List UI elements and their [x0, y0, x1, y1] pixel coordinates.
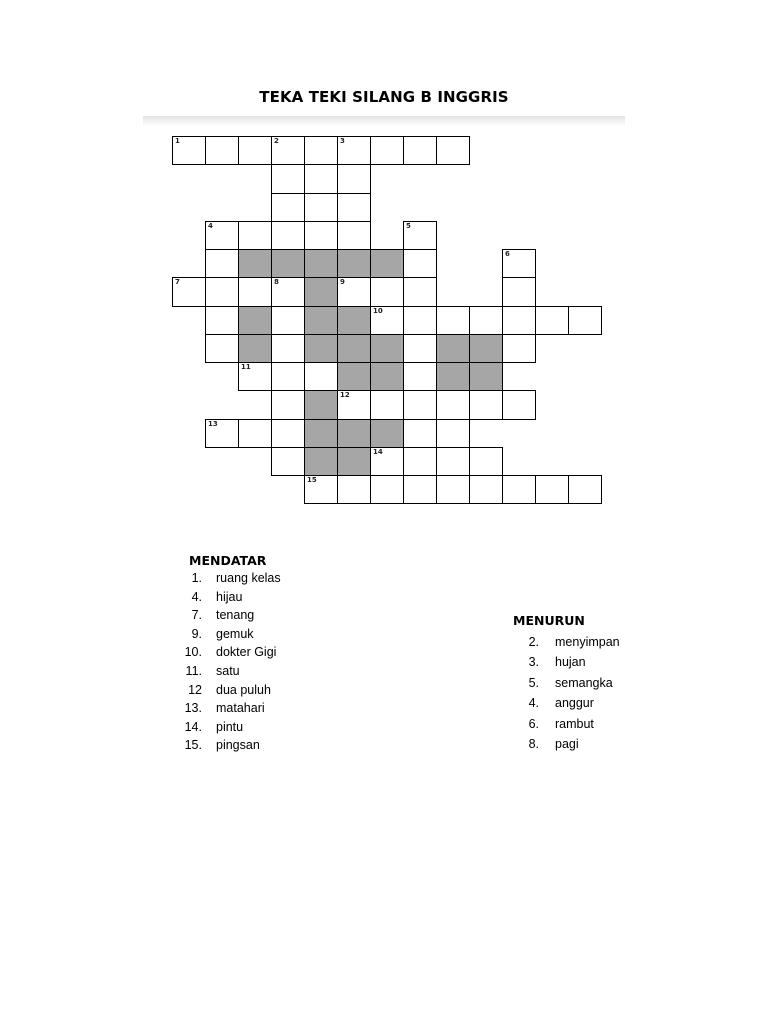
clue-number: 7.: [191, 608, 202, 623]
clue-item: [178, 662, 378, 681]
shaded-block: [370, 362, 404, 391]
crossword-cell[interactable]: [370, 277, 404, 306]
crossword-cell[interactable]: [337, 390, 371, 419]
shaded-block: [370, 419, 404, 448]
shaded-block: [238, 334, 272, 363]
clue-text: rambut: [555, 716, 594, 731]
crossword-cell[interactable]: [304, 475, 338, 504]
crossword-cell[interactable]: [436, 306, 470, 335]
crossword-cell[interactable]: [403, 277, 437, 306]
clue-number-label: 3: [340, 137, 345, 145]
clue-item: [178, 736, 378, 755]
crossword-cell[interactable]: [271, 164, 305, 193]
crossword-cell[interactable]: [403, 447, 437, 476]
crossword-cell[interactable]: [271, 136, 305, 165]
clue-number-label: 10: [373, 306, 383, 315]
crossword-cell[interactable]: [502, 306, 536, 335]
clue-item: [517, 714, 717, 734]
crossword-cell[interactable]: [337, 164, 371, 193]
clue-number-label: 11: [241, 363, 251, 371]
crossword-cell[interactable]: [469, 306, 503, 335]
crossword-cell[interactable]: [403, 475, 437, 504]
crossword-cell[interactable]: [370, 390, 404, 419]
clue-number: 1.: [191, 571, 202, 585]
clue-text: pagi: [555, 736, 579, 751]
mendatar-clue-list: [178, 569, 378, 755]
crossword-cell[interactable]: [403, 419, 437, 448]
crossword-cell[interactable]: [370, 475, 404, 504]
menurun-clue-list: [517, 632, 717, 754]
crossword-cell[interactable]: [271, 221, 305, 250]
clue-text: dua puluh: [216, 682, 271, 697]
clue-number: 5.: [528, 675, 539, 690]
crossword-cell[interactable]: [205, 277, 239, 306]
clue-text: pingsan: [216, 738, 260, 753]
crossword-cell[interactable]: [370, 136, 404, 165]
crossword-cell[interactable]: [403, 390, 437, 419]
clue-number: 6.: [528, 716, 539, 731]
crossword-cell[interactable]: [403, 306, 437, 335]
crossword-cell[interactable]: [205, 221, 239, 250]
clue-number-label: 7: [175, 278, 180, 287]
crossword-cell[interactable]: [337, 136, 371, 165]
clue-number-label: 4: [208, 221, 213, 230]
crossword-cell[interactable]: [403, 334, 437, 363]
clue-number-label: 13: [208, 419, 218, 428]
crossword-cell[interactable]: [238, 419, 272, 448]
clue-number-label: 8: [274, 278, 279, 287]
shaded-block: [370, 334, 404, 363]
shaded-block: [337, 306, 371, 335]
clue-number: 8.: [528, 736, 539, 751]
shaded-block: [304, 390, 338, 419]
clue-item: [178, 643, 378, 662]
crossword-cell[interactable]: [304, 164, 338, 193]
crossword-cell[interactable]: [271, 447, 305, 476]
page-title: TEKA TEKI SILANG B INGGRIS: [259, 88, 509, 106]
clue-text: dokter Gigi: [216, 645, 277, 660]
clue-number: 9.: [191, 626, 202, 641]
crossword-cell[interactable]: [469, 390, 503, 419]
clue-text: ruang kelas: [216, 571, 281, 585]
crossword-cell[interactable]: [436, 136, 470, 165]
clue-item: [178, 569, 378, 588]
crossword-cell[interactable]: [304, 193, 338, 222]
crossword-cell[interactable]: [436, 390, 470, 419]
clue-number-label: 5: [406, 221, 411, 230]
clue-item: [517, 673, 717, 693]
crossword-cell[interactable]: [205, 419, 239, 448]
shaded-block: [304, 306, 338, 335]
crossword-cell[interactable]: [502, 334, 536, 363]
shaded-block: [238, 306, 272, 335]
clue-number: 12: [188, 682, 202, 697]
shaded-block: [436, 362, 470, 391]
crossword-cell[interactable]: [205, 334, 239, 363]
shaded-block: [436, 334, 470, 363]
crossword-cell[interactable]: [271, 334, 305, 363]
clue-text: pintu: [216, 719, 244, 734]
crossword-cell[interactable]: [238, 136, 272, 165]
crossword-cell[interactable]: [502, 475, 536, 504]
crossword-cell[interactable]: [370, 447, 404, 476]
shaded-block: [337, 362, 371, 391]
crossword-cell[interactable]: [271, 362, 305, 391]
clue-number: 11.: [185, 663, 202, 678]
crossword-cell[interactable]: [271, 277, 305, 306]
crossword-cell[interactable]: [337, 475, 371, 504]
clue-number-label: 6: [505, 250, 510, 258]
crossword-cell[interactable]: [304, 221, 338, 250]
crossword-cell[interactable]: [271, 193, 305, 222]
clue-number: 15.: [184, 738, 202, 753]
crossword-cell[interactable]: [271, 390, 305, 419]
clue-item: [517, 632, 717, 652]
crossword-cell[interactable]: [568, 306, 602, 335]
crossword-cell[interactable]: [436, 447, 470, 476]
crossword-cell[interactable]: [238, 362, 272, 391]
crossword-cell[interactable]: [172, 136, 206, 165]
clue-item: [178, 606, 378, 625]
clue-number-label: 9: [340, 278, 345, 287]
clue-item: [178, 588, 378, 607]
clue-item: [178, 718, 378, 737]
shaded-block: [304, 334, 338, 363]
clue-item: [178, 681, 378, 700]
shaded-block: [304, 447, 338, 476]
menurun-heading: MENURUN: [513, 613, 585, 628]
crossword-cell[interactable]: [502, 390, 536, 419]
clue-number: 4.: [528, 696, 539, 711]
crossword-cell[interactable]: [535, 306, 569, 335]
crossword-cell[interactable]: [337, 277, 371, 306]
crossword-cell[interactable]: [535, 475, 569, 504]
crossword-cell[interactable]: [568, 475, 602, 504]
shaded-block: [370, 249, 404, 278]
crossword-cell[interactable]: [337, 221, 371, 250]
clue-text: anggur: [555, 696, 594, 711]
crossword-cell[interactable]: [403, 249, 437, 278]
crossword-cell[interactable]: [205, 136, 239, 165]
crossword-cell[interactable]: [469, 475, 503, 504]
shaded-block: [304, 277, 338, 306]
crossword-cell[interactable]: [403, 362, 437, 391]
clue-text: tenang: [216, 608, 255, 623]
crossword-cell[interactable]: [271, 419, 305, 448]
clue-text: satu: [216, 663, 240, 678]
crossword-cell[interactable]: [337, 193, 371, 222]
clue-text: semangka: [555, 675, 613, 690]
clue-number-label: 14: [373, 447, 383, 456]
shaded-block: [304, 249, 338, 278]
shaded-block: [271, 249, 305, 278]
clue-item: [517, 652, 717, 672]
crossword-cell[interactable]: [469, 447, 503, 476]
clue-number-label: 12: [340, 391, 350, 400]
crossword-cell[interactable]: [271, 306, 305, 335]
shaded-block: [337, 249, 371, 278]
shaded-block: [337, 419, 371, 448]
crossword-cell[interactable]: [502, 277, 536, 306]
clue-item: [178, 625, 378, 644]
shaded-block: [304, 419, 338, 448]
clue-number: 3.: [528, 655, 539, 670]
clue-item: [517, 734, 717, 754]
crossword-cell[interactable]: [205, 249, 239, 278]
crossword-cell[interactable]: [238, 277, 272, 306]
crossword-cell[interactable]: [436, 475, 470, 504]
clue-number-label: 2: [274, 137, 279, 145]
shaded-block: [238, 249, 272, 278]
crossword-cell[interactable]: [304, 136, 338, 165]
crossword-cell[interactable]: [403, 136, 437, 165]
clue-text: matahari: [216, 701, 265, 716]
clue-text: hujan: [555, 655, 586, 670]
clue-number: 14.: [184, 719, 202, 734]
clue-item: [178, 699, 378, 718]
clue-number: 10.: [184, 645, 202, 660]
shaded-block: [337, 447, 371, 476]
clue-number: 4.: [191, 589, 202, 604]
mendatar-heading: MENDATAR: [189, 553, 267, 568]
crossword-cell[interactable]: [205, 306, 239, 335]
crossword-cell[interactable]: [370, 306, 404, 335]
shaded-block: [469, 362, 503, 391]
shaded-block: [469, 334, 503, 363]
clue-number-label: 15: [307, 476, 317, 484]
crossword-cell[interactable]: [403, 221, 437, 250]
clue-number: 2.: [528, 635, 539, 649]
crossword-cell[interactable]: [238, 221, 272, 250]
crossword-cell[interactable]: [304, 362, 338, 391]
clue-number: 13.: [184, 701, 202, 716]
crossword-cell[interactable]: [502, 249, 536, 278]
clue-text: menyimpan: [555, 635, 620, 649]
crossword-cell[interactable]: [436, 419, 470, 448]
clue-item: [517, 693, 717, 713]
clue-number-label: 1: [175, 137, 180, 145]
clue-text: gemuk: [216, 626, 254, 641]
crossword-cell[interactable]: [172, 277, 206, 306]
clue-text: hijau: [216, 589, 243, 604]
shaded-block: [337, 334, 371, 363]
